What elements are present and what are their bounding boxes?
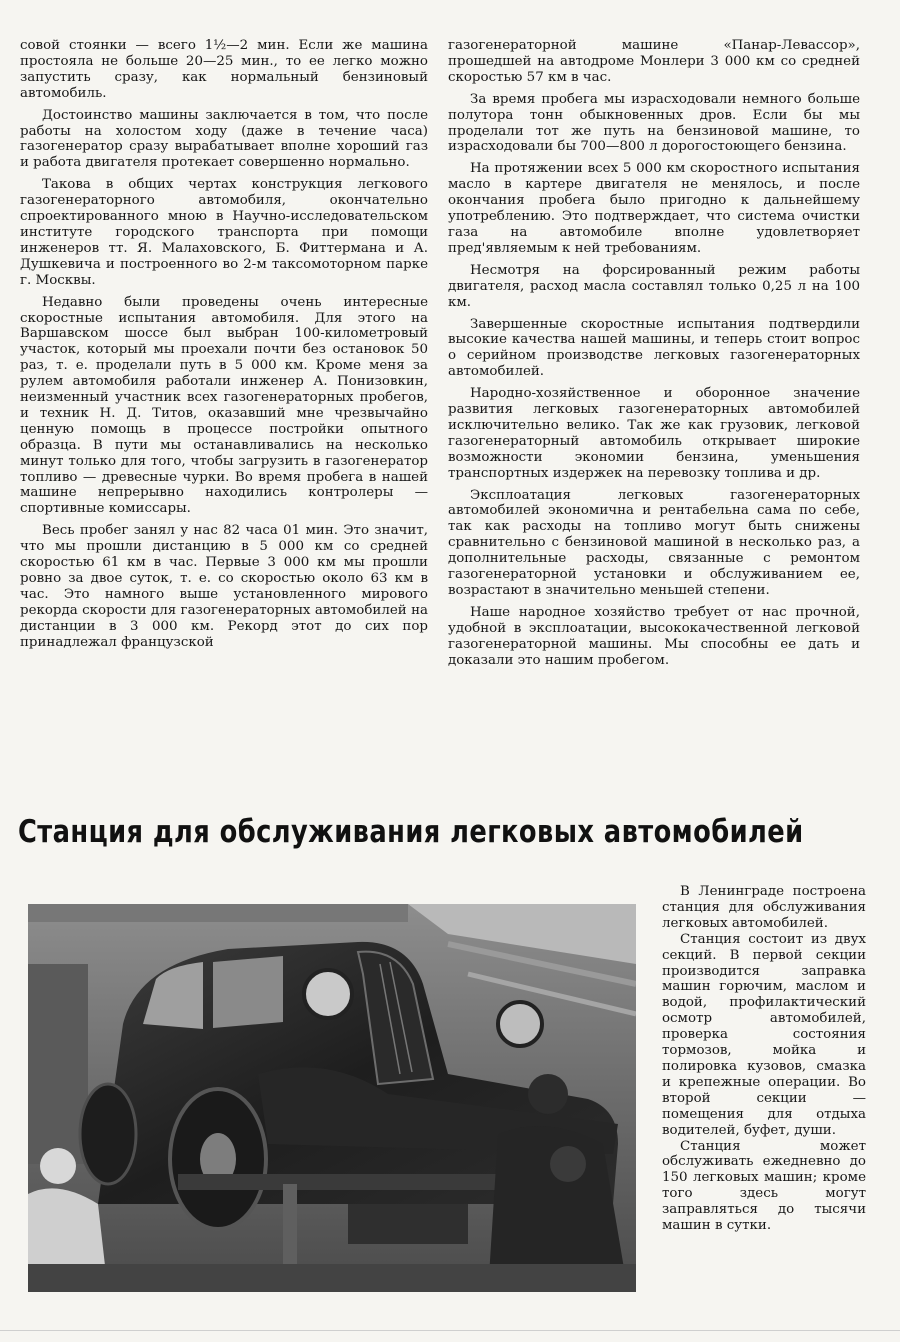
right-paragraph-5: Завершенные скоростные испытания подтвердили высокие качества нашей машины, и теперь стоит вопрос о серийном производстве легковых газогенераторных автомобилей. xyxy=(448,316,860,380)
right-paragraph-2: За время пробега мы израсходовали немного больше полутора тонн обыкновенных дров. Если бы мы проделали тот же путь на бензиновой машине, то израсходовали бы 700—800 л дорогостоющего бензина. xyxy=(448,91,860,155)
right-paragraph-3: На протяжении всех 5 000 км скоростного испытания масло в картере двигателя не менялось, и после окончания пробега было пригодно к дальнейшему употреблению. Это подтверждает, что система очистки газа на автомобиле вполне удовлетворяет пред'являемым к ней требованиям. xyxy=(448,161,860,256)
right-paragraph-8: Наше народное хозяйство требует от нас прочной, удобной в эксплоатации, высококачественной легковой газогенераторной машины. Мы способны ее дать и доказали это нашим пробегом. xyxy=(448,604,860,668)
sidebar-paragraph-2: Станция состоит из двух секций. В первой секции производится заправка машин горючим, маслом и водой, профилактический осмотр автомобилей, проверка состояния тормозов, мойка и полировка кузовов, смазка и крепежные операции. Во второй секции — помещения для отдыха водителей, буфет, души. xyxy=(662,931,866,1138)
left-paragraph-1: совой стоянки — всего 1½—2 мин. Если же машина простояла не больше 20—25 мин., то ее легко можно запустить сразу, как нормальный бензиновый автомобиль. xyxy=(20,38,428,101)
sidebar-text xyxy=(662,884,866,1234)
right-paragraph-1: газогенераторной машине «Панар-Левассор», прошедшей на автодроме Монлери 3 000 км со средней скоростью 57 км в час. xyxy=(448,38,860,85)
floor xyxy=(28,1264,636,1292)
article-headline: Станция для обслуживания легковых автомобилей xyxy=(18,814,804,850)
left-paragraph-5: Весь пробег занял у нас 82 часа 01 мин. Это значит, что мы прошли дистанцию в 5 000 км со средней скоростью 61 км в час. Первые 3 000 км мы прошли ровно за двое суток, т. е. со скоростью около 63 км в час. Это намного выше установленного мирового рекорда скорости для газогенераторных автомобилей на дистанции в 3 000 км. Рекорд этот до сих пор принадлежал французской xyxy=(20,523,428,650)
right-paragraph-6: Народно-хозяйственное и оборонное значение развития легковых газогенераторных автомобилей исключительно велико. Так же как грузовик, легковой газогенераторный автомобиль открывает широкие возможности экономии бензина, уменьшения транспортных издержек на перевозку топлива и др. xyxy=(448,386,860,481)
service-station-photo xyxy=(28,904,636,1292)
sidebar-paragraph-3: Станция может обслуживать ежедневно до 150 легковых машин; кроме того здесь могут заправляться до тысячи машин в сутки. xyxy=(662,1138,866,1234)
right-paragraph-7: Эксплоатация легковых газогенераторных автомобилей экономична и рентабельна сама по себе, так как расходы на топливо могут быть снижены сравнительно с бензиновой машиной в несколько раз, а дополнительные расходы, связанные с ремонтом газогенераторной установки и обслуживанием ее, возрастают в значительно меньшей степени. xyxy=(448,487,860,598)
left-paragraph-2: Достоинство машины заключается в том, что после работы на холостом ходу (даже в течение часа) газогенератор сразу вырабатывает вполне хороший газ и работа двигателя протекает совершенно нормально. xyxy=(20,107,428,171)
page-bottom-edge xyxy=(0,1330,900,1331)
right-paragraph-4: Несмотря на форсированный режим работы двигателя, расход масла составлял только 0,25 л на 100 км. xyxy=(448,262,860,310)
sidebar-paragraph-1: В Ленинграде построена станция для обслуживания легковых автомобилей. xyxy=(662,884,866,931)
left-paragraph-4: Недавно были проведены очень интересные скоростные испытания автомобиля. Для этого на Варшавском шоссе был выбран 100-километровый участок, который мы проехали почти без остановок 50 раз, т. е. проделали путь в 5 000 км. Кроме меня за рулем автомобиля работали инженер А. Понизовкин, неизменный участник всех газогенераторных пробегов, и техник Н. Д. Титов, оказавший мне чрезвычайно ценную помощь в процессе постройки опытного образца. В пути мы останавливались на несколько минут только для того, чтобы загрузить в газогенератор топливо — древесные чурки. Во время пробега в нашей машине непрерывно находились контролеры — спортивные комиссары. xyxy=(20,294,428,517)
car-on-lift-illustration xyxy=(28,904,636,1292)
left-paragraph-3: Такова в общих чертах конструкция легкового газогенераторного автомобиля, окончательно спроектированного мною в Научно-исследовательском институте городского транспорта при помощи инженеров тт. Я. Малаховского, Б. Фиттермана и А. Душкевича и построенного во 2-м таксомоторном парке г. Москвы. xyxy=(20,177,428,288)
right-text-column xyxy=(448,38,860,675)
left-text-column xyxy=(20,38,428,657)
